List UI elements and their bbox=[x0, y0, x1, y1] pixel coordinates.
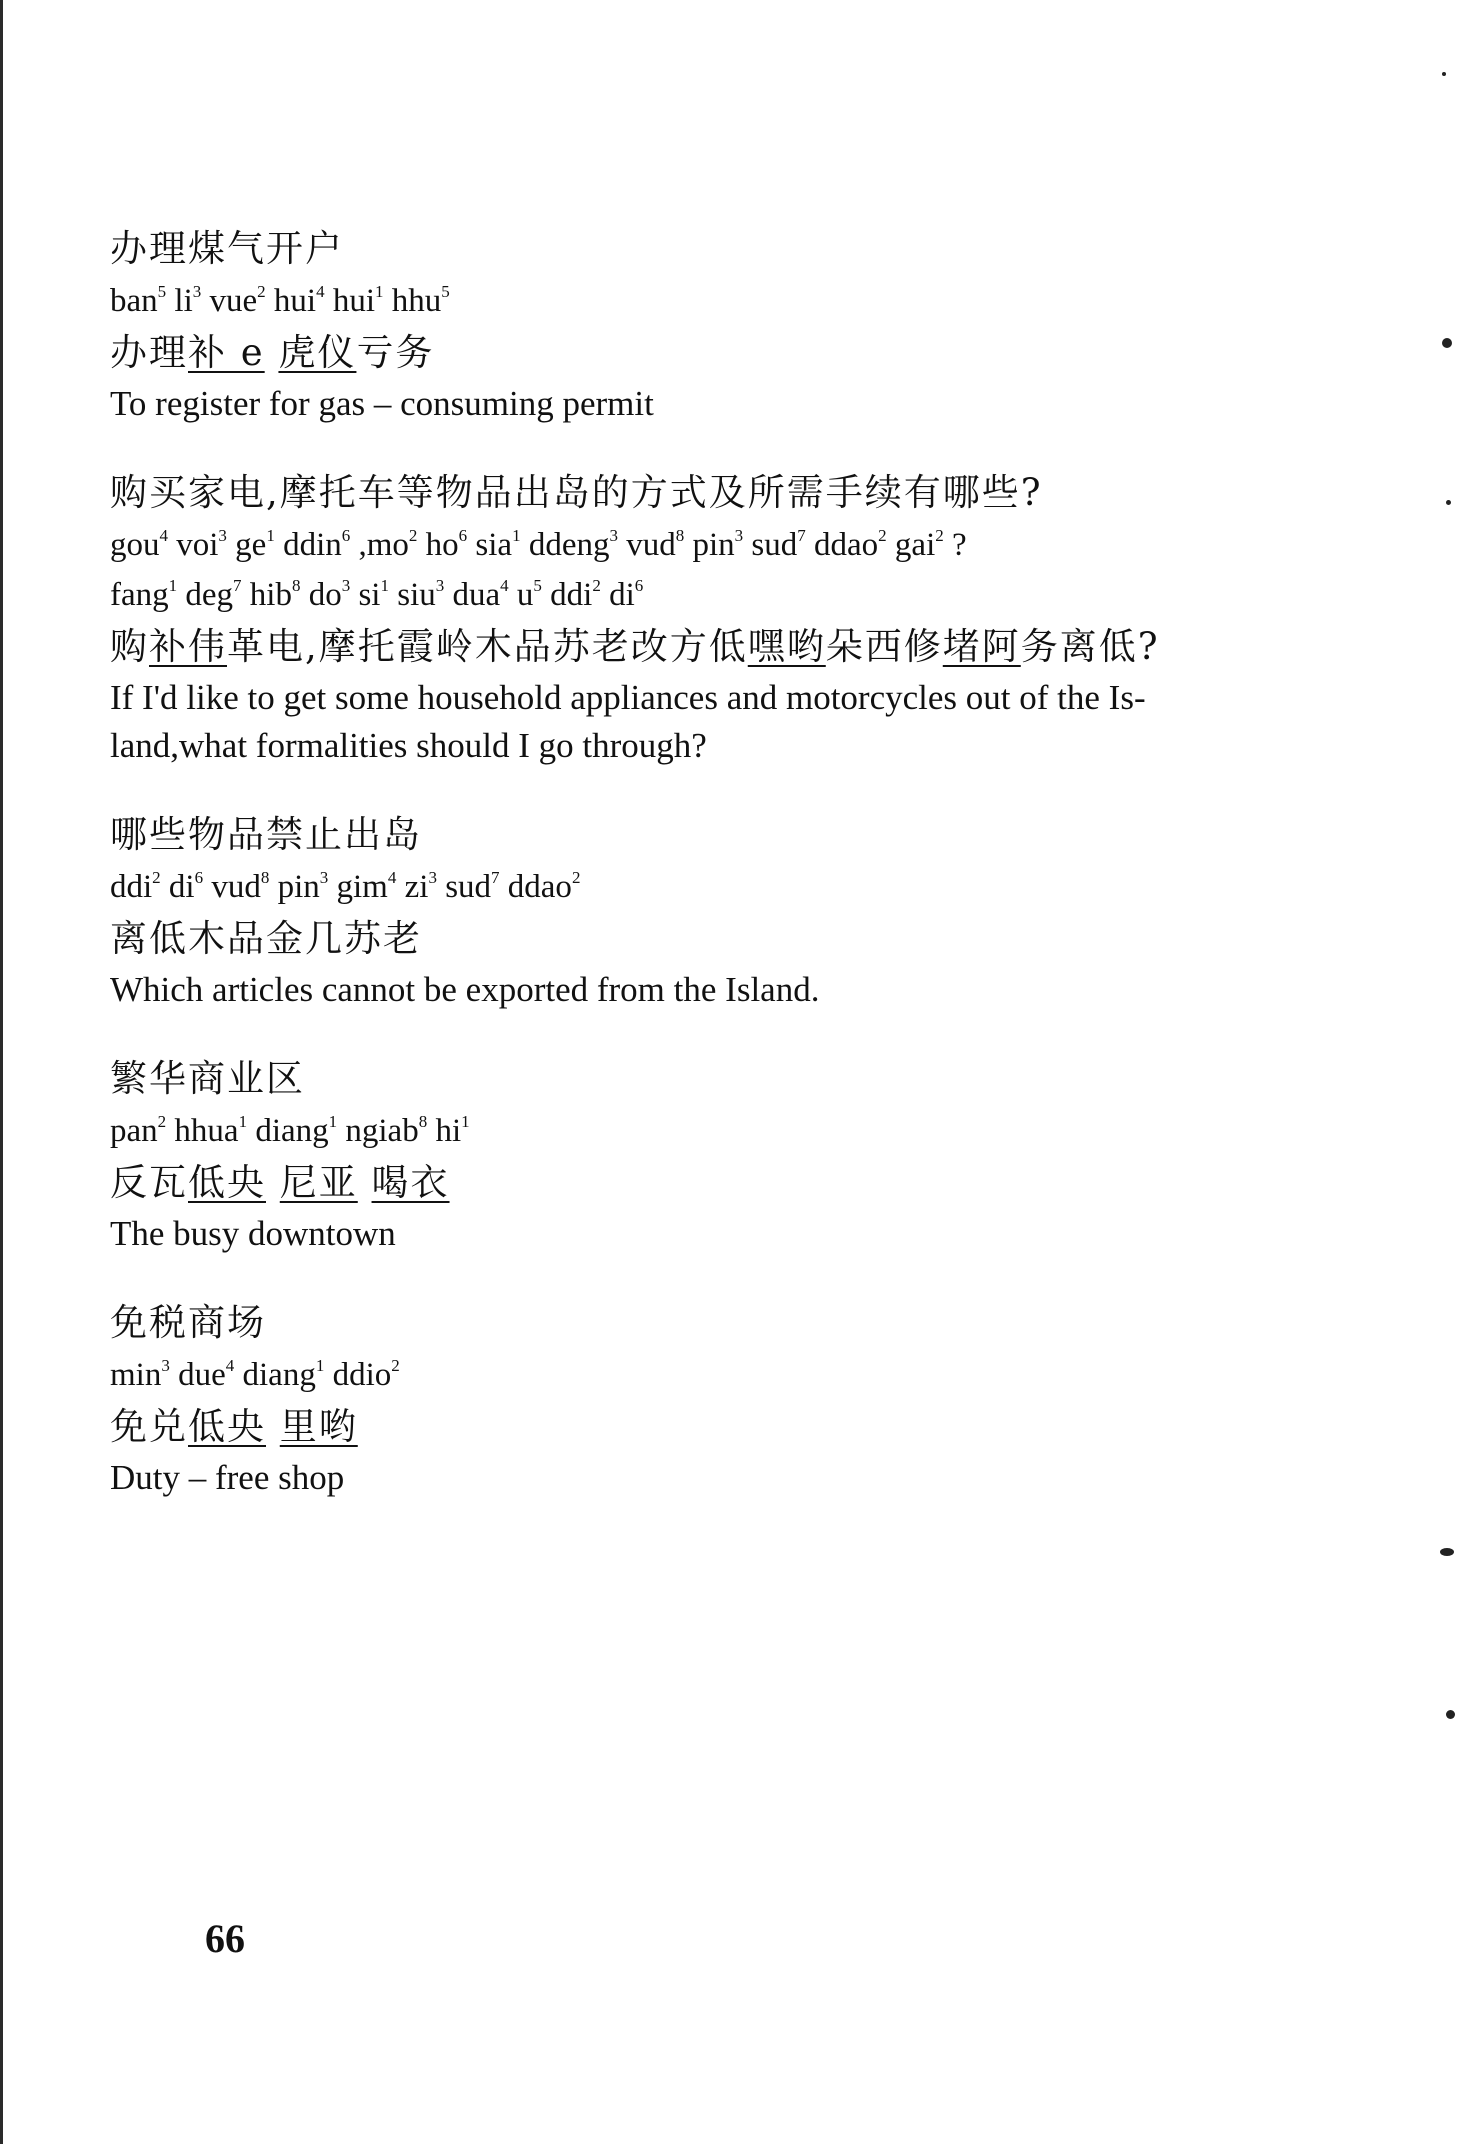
phrase-entry bbox=[110, 1296, 1330, 1502]
tone-number: 5 bbox=[157, 282, 167, 301]
tone-number: 4 bbox=[500, 576, 509, 595]
pinyin-syllable: ge bbox=[235, 527, 267, 563]
pinyin-syllable: zi bbox=[404, 869, 429, 905]
pinyin-syllable: ? bbox=[952, 527, 967, 563]
pinyin-syllable: ddio bbox=[332, 1357, 392, 1393]
tone-number: 8 bbox=[675, 526, 685, 545]
tone-number: 7 bbox=[233, 576, 242, 595]
pinyin-syllable: voi bbox=[176, 527, 219, 563]
phonetic-segment bbox=[266, 1405, 280, 1448]
phrase-entry bbox=[110, 1052, 1330, 1258]
tone-number: 3 bbox=[428, 868, 437, 887]
english-translation: Which articles cannot be exported from the Island. bbox=[110, 970, 820, 1009]
pinyin-syllable: di bbox=[168, 869, 195, 905]
tone-number: 2 bbox=[408, 526, 418, 545]
tone-number: 2 bbox=[257, 282, 266, 301]
pinyin-syllable: ddin bbox=[283, 527, 342, 563]
tone-number: 6 bbox=[341, 526, 351, 545]
tone-number: 8 bbox=[418, 1112, 428, 1131]
phonetic-transcription bbox=[110, 1400, 1330, 1454]
tone-number: 1 bbox=[461, 1112, 470, 1131]
tone-number: 3 bbox=[161, 1356, 170, 1375]
pinyin-syllable: ,mo bbox=[358, 527, 409, 563]
phonetic-segment bbox=[358, 1161, 372, 1204]
phonetic-transcription bbox=[110, 912, 1330, 966]
underlined-syllable: 里哟 bbox=[279, 1405, 358, 1448]
page-left-edge bbox=[0, 0, 3, 2144]
tone-number: 1 bbox=[315, 1356, 325, 1375]
tone-number: 6 bbox=[194, 868, 204, 887]
phrase-entry bbox=[110, 222, 1330, 428]
underlined-syllable: 补 e bbox=[188, 331, 265, 374]
tone-number: 1 bbox=[328, 1112, 338, 1131]
pinyin-syllable: vue bbox=[209, 283, 258, 319]
chinese-phrase: 繁华商业区 bbox=[110, 1057, 305, 1100]
pinyin-syllable: fang bbox=[110, 577, 169, 613]
tone-number: 2 bbox=[592, 576, 601, 595]
tone-number: 4 bbox=[316, 282, 325, 301]
tone-number: 1 bbox=[238, 1112, 248, 1131]
tone-number: 3 bbox=[734, 526, 744, 545]
english-translation: Duty – free shop bbox=[110, 1458, 345, 1497]
tone-number: 3 bbox=[341, 576, 351, 595]
tone-number: 7 bbox=[491, 868, 500, 887]
pinyin-syllable: vud bbox=[626, 527, 676, 563]
pinyin-syllable: sud bbox=[751, 527, 798, 563]
underlined-syllable: 低央 bbox=[188, 1405, 266, 1448]
tone-number: 4 bbox=[387, 868, 397, 887]
pinyin-syllable: gai bbox=[894, 527, 936, 563]
pinyin-syllable: pin bbox=[692, 527, 735, 563]
pinyin-syllable: diang bbox=[255, 1113, 329, 1149]
pinyin-syllable: due bbox=[178, 1357, 226, 1393]
phonetic-transcription bbox=[110, 326, 1330, 380]
pinyin-syllable: hib bbox=[249, 577, 292, 613]
tone-number: 2 bbox=[157, 1112, 167, 1131]
underlined-syllable: 尼亚 bbox=[279, 1161, 358, 1204]
tone-number: 2 bbox=[152, 868, 161, 887]
pinyin-syllable: vud bbox=[211, 869, 261, 905]
underlined-syllable: 嘿哟 bbox=[747, 625, 826, 668]
pinyin-syllable: pan bbox=[110, 1113, 158, 1149]
pinyin-syllable: gim bbox=[336, 869, 388, 905]
pinyin-syllable: ddeng bbox=[528, 527, 610, 563]
tone-number: 3 bbox=[192, 282, 202, 301]
pinyin-line bbox=[110, 520, 1330, 570]
pinyin-syllable: hui bbox=[332, 283, 375, 319]
pinyin-syllable: ddao bbox=[814, 527, 879, 563]
scan-speck bbox=[1446, 500, 1451, 505]
tone-number: 2 bbox=[935, 526, 944, 545]
pinyin-syllable: hhu bbox=[391, 283, 442, 319]
tone-number: 1 bbox=[380, 576, 389, 595]
pinyin-syllable: hhua bbox=[174, 1113, 239, 1149]
pinyin-syllable: si bbox=[358, 577, 381, 613]
underlined-syllable: 低央 bbox=[188, 1161, 266, 1204]
phonetic-transcription bbox=[110, 1156, 1330, 1210]
tone-number: 3 bbox=[609, 526, 618, 545]
tone-number: 5 bbox=[533, 576, 542, 595]
tone-number: 1 bbox=[375, 282, 384, 301]
pinyin-syllable: ddao bbox=[507, 869, 572, 905]
tone-number: 8 bbox=[260, 868, 270, 887]
english-translation: If I'd like to get some household appliances and motorcycles out of the Is- land,what formalities should I go through? bbox=[110, 678, 1146, 765]
pinyin-syllable: ddi bbox=[110, 869, 153, 905]
pinyin-syllable: do bbox=[308, 577, 342, 613]
tone-number: 2 bbox=[391, 1356, 400, 1375]
pinyin-line bbox=[110, 276, 1330, 326]
pinyin-line bbox=[110, 862, 1330, 912]
tone-number: 4 bbox=[225, 1356, 235, 1375]
pinyin-syllable: hi bbox=[435, 1113, 462, 1149]
phrasebook-content bbox=[110, 222, 1330, 1540]
tone-number: 2 bbox=[571, 868, 581, 887]
phonetic-segment bbox=[265, 331, 279, 374]
pinyin-syllable: hui bbox=[273, 283, 317, 319]
tone-number: 3 bbox=[435, 576, 445, 595]
phonetic-segment: 亏务 bbox=[356, 331, 435, 374]
pinyin-syllable: min bbox=[110, 1357, 162, 1393]
pinyin-syllable: di bbox=[609, 577, 635, 613]
tone-number: 4 bbox=[159, 526, 168, 545]
tone-number: 2 bbox=[878, 526, 887, 545]
pinyin-syllable: u bbox=[516, 577, 534, 613]
pinyin-line bbox=[110, 1106, 1330, 1156]
pinyin-line-continued bbox=[110, 570, 1330, 620]
tone-number: 3 bbox=[319, 868, 329, 887]
underlined-syllable: 补伟 bbox=[149, 625, 227, 668]
pinyin-line bbox=[110, 1350, 1330, 1400]
pinyin-syllable: ngiab bbox=[345, 1113, 419, 1149]
scan-speck bbox=[1442, 72, 1446, 76]
phonetic-segment: 购 bbox=[110, 625, 149, 668]
phonetic-segment: 务离低? bbox=[1020, 625, 1160, 668]
scan-speck bbox=[1446, 1710, 1455, 1719]
pinyin-syllable: ddi bbox=[550, 577, 593, 613]
pinyin-syllable: ban bbox=[110, 283, 158, 319]
chinese-phrase: 购买家电,摩托车等物品出岛的方式及所需手续有哪些? bbox=[110, 471, 1043, 514]
tone-number: 6 bbox=[458, 526, 468, 545]
tone-number: 1 bbox=[512, 526, 521, 545]
phonetic-segment: 革电,摩托霞岭木品苏老改方低 bbox=[227, 625, 748, 668]
english-translation: To register for gas – consuming permit bbox=[110, 384, 654, 423]
page-number: 66 bbox=[205, 1916, 245, 1961]
pinyin-syllable: siu bbox=[397, 577, 436, 613]
chinese-phrase: 免税商场 bbox=[110, 1301, 266, 1344]
phonetic-segment: 离低木品金几苏老 bbox=[110, 917, 422, 960]
chinese-phrase: 办理煤气开户 bbox=[110, 227, 344, 270]
phonetic-segment: 办理 bbox=[110, 331, 188, 374]
pinyin-syllable: gou bbox=[110, 527, 160, 563]
phonetic-segment: 免兑 bbox=[110, 1405, 188, 1448]
pinyin-syllable: diang bbox=[242, 1357, 316, 1393]
tone-number: 3 bbox=[218, 526, 227, 545]
phonetic-transcription bbox=[110, 620, 1330, 674]
underlined-syllable: 喝衣 bbox=[371, 1161, 450, 1204]
english-translation: The busy downtown bbox=[110, 1214, 396, 1253]
pinyin-syllable: ho bbox=[425, 527, 459, 563]
scan-speck bbox=[1442, 338, 1452, 348]
phonetic-segment: 朵西修 bbox=[825, 625, 943, 668]
phrase-entry bbox=[110, 466, 1330, 770]
scan-speck bbox=[1440, 1548, 1454, 1556]
tone-number: 1 bbox=[168, 576, 178, 595]
tone-number: 6 bbox=[634, 576, 644, 595]
phonetic-segment bbox=[266, 1161, 280, 1204]
pinyin-syllable: sud bbox=[445, 869, 492, 905]
underlined-syllable: 虎仪 bbox=[278, 331, 357, 374]
pinyin-syllable: sia bbox=[475, 527, 513, 563]
pinyin-syllable: deg bbox=[185, 577, 234, 613]
tone-number: 7 bbox=[797, 526, 806, 545]
tone-number: 8 bbox=[291, 576, 301, 595]
phrase-entry bbox=[110, 808, 1330, 1014]
pinyin-syllable: pin bbox=[277, 869, 320, 905]
tone-number: 1 bbox=[266, 526, 275, 545]
pinyin-syllable: dua bbox=[452, 577, 501, 613]
pinyin-syllable: li bbox=[174, 283, 193, 319]
chinese-phrase: 哪些物品禁止出岛 bbox=[110, 813, 422, 856]
phonetic-segment: 反瓦 bbox=[110, 1161, 188, 1204]
tone-number: 5 bbox=[441, 282, 450, 301]
underlined-syllable: 堵阿 bbox=[942, 625, 1021, 668]
